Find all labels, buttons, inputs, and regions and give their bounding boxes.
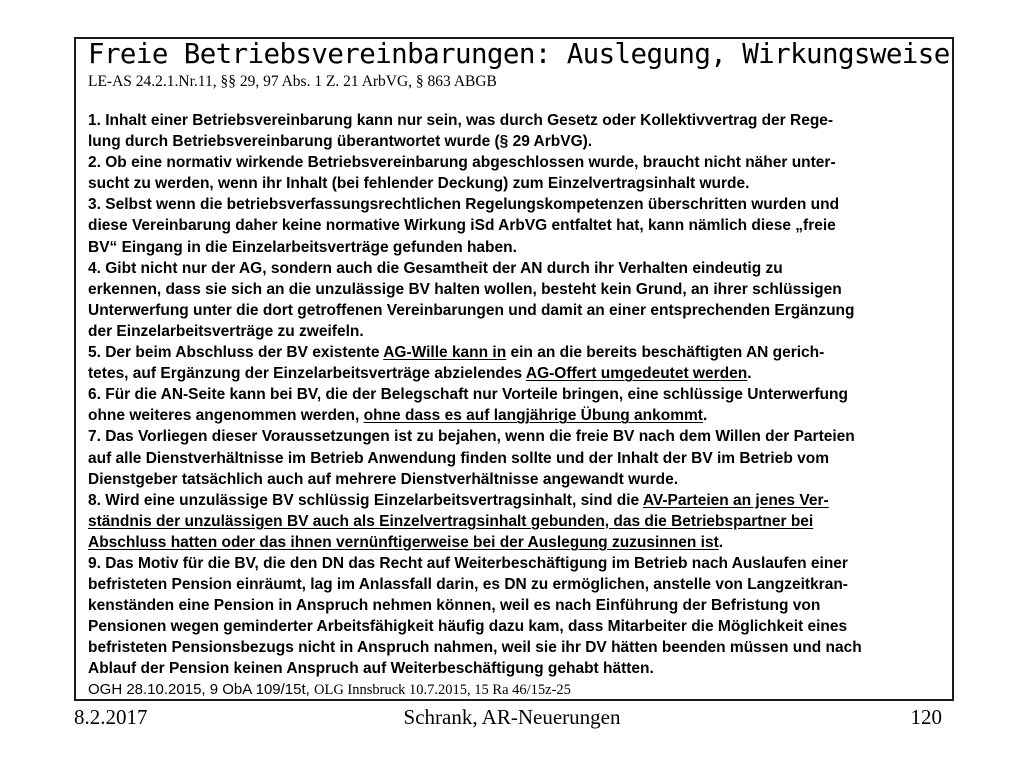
footer-presenter: Schrank, AR-Neuerungen: [403, 705, 621, 729]
underlined-text: AG-Wille kann in: [383, 344, 507, 362]
underlined-text: Abschluss hatten oder das ihnen vernünftigerweise bei der Auslegung zuzusinnen ist: [88, 533, 719, 551]
citation-ogh: OGH 28.10.2015, 9 ObA 109/15t,: [88, 681, 314, 698]
text-line: [88, 490, 948, 511]
text-segment: 2. Ob eine normativ wirkende Betriebsvereinbarung abgeschlossen wurde, braucht nicht näher unter-: [88, 154, 836, 172]
text-line: [88, 658, 948, 679]
text-segment: Ablauf der Pension keinen Anspruch auf Weiterbeschäftigung gehabt hätten.: [88, 660, 654, 678]
text-line: [88, 173, 948, 194]
numbered-paragraphs: [88, 110, 948, 680]
text-segment: .: [747, 365, 752, 383]
text-line: [88, 469, 948, 490]
text-segment: 9. Das Motiv für die BV, die den DN das Recht auf Weiterbeschäftigung im Betrieb nach Auslaufen einer: [88, 554, 848, 572]
text-line: [88, 405, 948, 426]
text-segment: der Einzelarbeitsverträge zu zweifeln.: [88, 322, 364, 340]
text-segment: 8. Wird eine unzulässige BV schlüssig Einzelarbeitsvertragsinhalt, sind die: [88, 491, 643, 509]
text-segment: auf alle Dienstverhältnisse im Betrieb Anwendung finden sollte und der Inhalt der BV im Betrieb vom: [88, 449, 829, 467]
underlined-text: ohne dass es auf langjährige Übung ankommt: [363, 407, 703, 425]
underlined-text: AG-Offert umgedeutet werden: [525, 365, 748, 383]
text-line: [88, 384, 948, 405]
text-segment: kenständen eine Pension in Anspruch nehmen können, weil es nach Einführung der Befristung von: [88, 597, 821, 615]
text-line: [88, 595, 948, 616]
court-citation: [88, 681, 571, 699]
underlined-text: ständnis der unzulässigen BV auch als Einzelvertragsinhalt gebunden, das die Betriebspartner bei: [88, 512, 814, 530]
underlined-text: AV-Parteien an jenes Ver-: [642, 491, 829, 509]
text-segment: ohne weiteres angenommen werden,: [88, 407, 364, 425]
text-segment: ein an die bereits beschäftigten AN gerich-: [506, 344, 825, 362]
text-segment: 6. Für die AN-Seite kann bei BV, die der Belegschaft nur Vorteile bringen, eine schlüssige Unterwerfung: [88, 386, 848, 404]
text-line: [88, 300, 948, 321]
text-segment: sucht zu werden, wenn ihr Inhalt (bei fehlender Deckung) zum Einzelvertragsinhalt wurde.: [88, 175, 750, 193]
text-line: [88, 616, 948, 637]
text-line: [88, 448, 948, 469]
text-segment: .: [702, 407, 708, 425]
text-line: [88, 553, 948, 574]
text-line: [88, 511, 948, 532]
text-segment: 5. Der beim Abschluss der BV existente: [88, 344, 384, 362]
text-line: [88, 532, 948, 553]
citation-olg: OLG Innsbruck 10.7.2015, 15 Ra 46/15z-25: [314, 682, 571, 698]
text-segment: tetes, auf Ergänzung der Einzelarbeitsverträge abzielendes: [88, 365, 526, 383]
text-segment: 4. Gibt nicht nur der AG, sondern auch die Gesamtheit der AN durch ihr Verhalten eindeutig zu: [88, 259, 783, 277]
text-line: [88, 237, 948, 258]
text-line: [88, 110, 948, 131]
text-line: [88, 152, 948, 173]
text-line: [88, 194, 948, 215]
text-segment: .: [718, 533, 724, 551]
slide-title: Freie Betriebsvereinbarungen: Auslegung, Wirkungsweise: [88, 38, 950, 70]
text-segment: 1. Inhalt einer Betriebsvereinbarung kann nur sein, was durch Gesetz oder Kollektivvertrag der Rege-: [88, 112, 834, 129]
text-segment: 7. Das Vorliegen dieser Voraussetzungen ist zu bejahen, wenn die freie BV nach dem Willen der Parteien: [88, 428, 855, 446]
text-segment: erkennen, dass sie sich an die unzulässige BV halten wollen, besteht kein Grund, an ihrer schlüssigen: [88, 280, 842, 298]
text-segment: diese Vereinbarung daher keine normative Wirkung iSd ArbVG entfaltet hat, kann nämlich diese „freie: [88, 217, 836, 235]
text-segment: befristeten Pensionsbezugs nicht in Anspruch nahmen, weil sie ihr DV hätten beenden müssen und nach: [88, 639, 862, 657]
text-line: [88, 215, 948, 236]
text-segment: lung durch Betriebsvereinbarung überantwortet wurde (§ 29 ArbVG).: [88, 133, 593, 151]
text-line: [88, 426, 948, 447]
text-segment: BV“ Eingang in die Einzelarbeitsverträge gefunden haben.: [88, 238, 517, 256]
text-segment: Dienstgeber tatsächlich auch auf mehrere Dienstverhältnisse angewandt wurde.: [88, 470, 679, 488]
text-line: [88, 321, 948, 342]
page-number: 120: [910, 705, 942, 729]
text-line: [88, 131, 948, 152]
text-line: [88, 574, 948, 595]
text-segment: Unterwerfung unter die dort getroffenen Vereinbarungen und damit an einer entsprechenden Ergänzung: [88, 301, 855, 319]
legal-reference: LE-AS 24.2.1.Nr.11, §§ 29, 97 Abs. 1 Z. 21 ArbVG, § 863 ABGB: [88, 73, 497, 90]
text-segment: 3. Selbst wenn die betriebsverfassungsrechtlichen Regelungskompetenzen überschritten wurden und: [88, 196, 840, 214]
text-segment: befristeten Pension einräumt, lag im Anlassfall darin, es DN zu ermöglichen, anstelle von Langzeitkran-: [88, 576, 848, 594]
text-line: [88, 363, 948, 384]
footer-date: 8.2.2017: [74, 705, 148, 729]
text-line: [88, 637, 948, 658]
text-segment: Pensionen wegen geminderter Arbeitsfähigkeit häufig dazu kam, dass Mitarbeiter die Möglichkeit eines: [88, 618, 848, 636]
text-line: [88, 279, 948, 300]
text-line: [88, 342, 948, 363]
text-line: [88, 258, 948, 279]
